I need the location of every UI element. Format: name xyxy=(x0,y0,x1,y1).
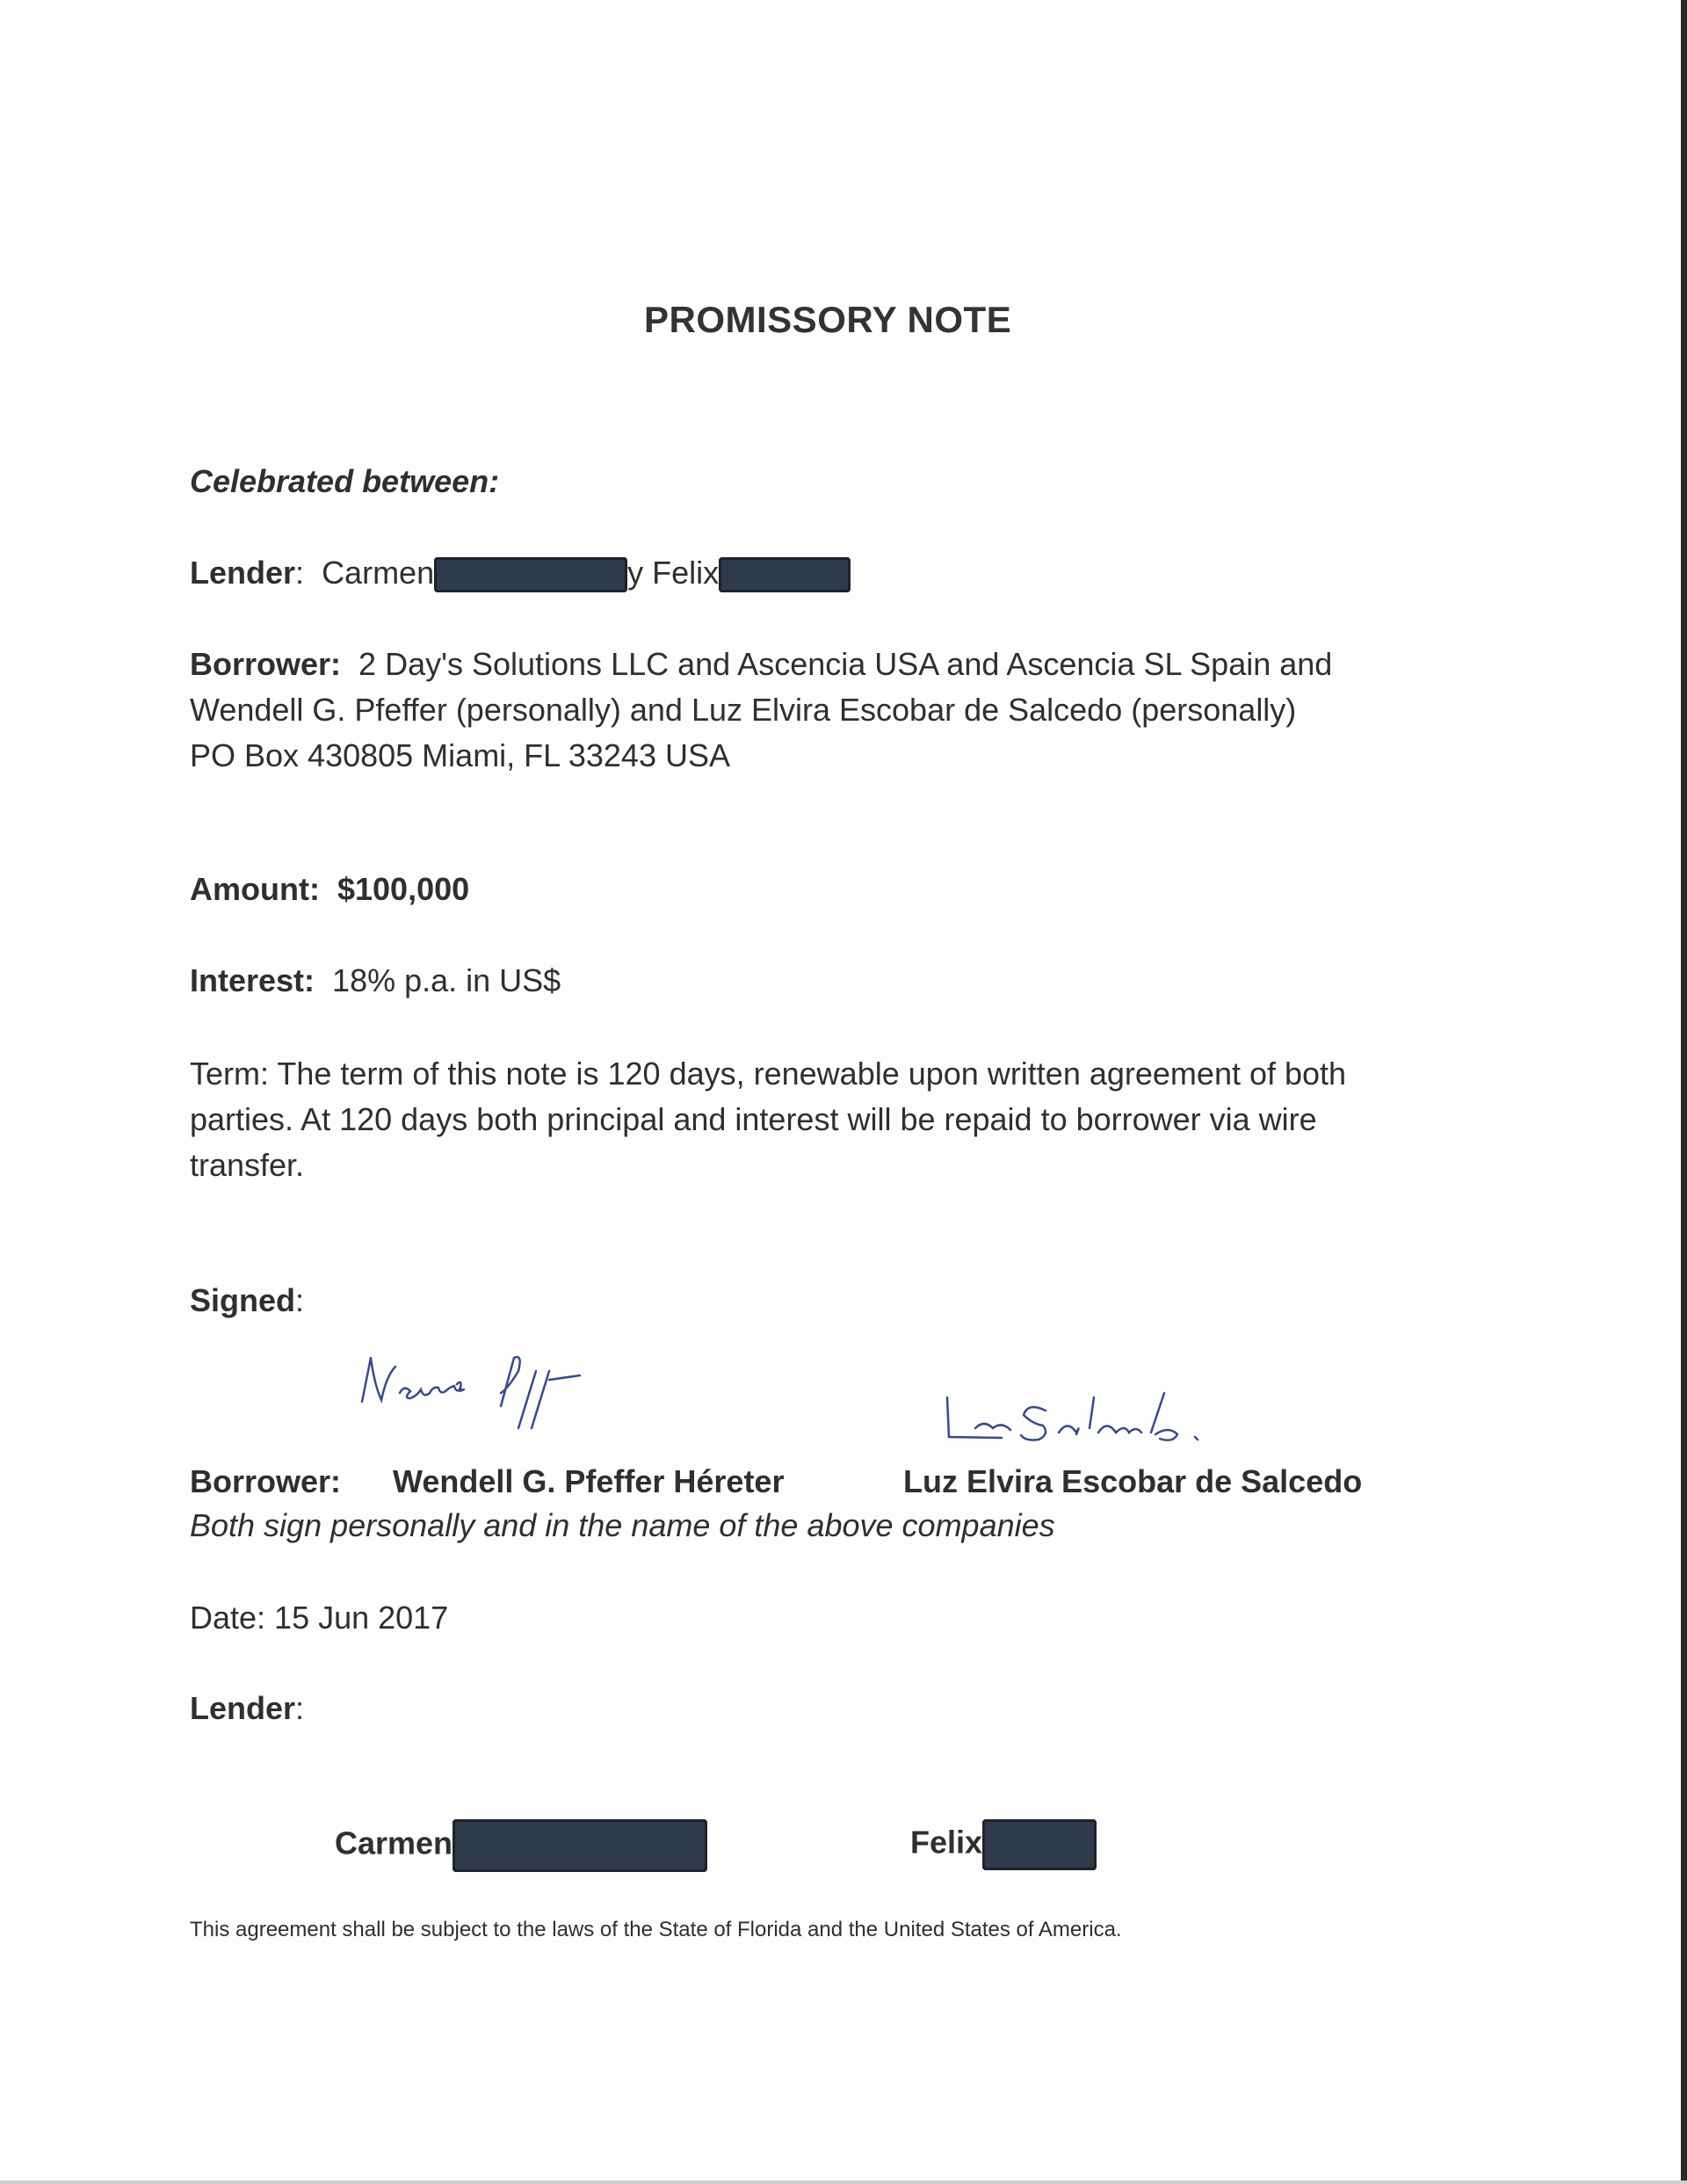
lender-name-2 xyxy=(910,1819,1097,1870)
lender-name-1-text: Carmen xyxy=(335,1825,453,1861)
amount-line xyxy=(190,867,469,912)
borrower-label: Borrower: xyxy=(190,646,342,682)
term-line-1: Term: The term of this note is 120 days, renewable upon written agreement of both xyxy=(190,1056,1347,1092)
borrower-line-1: 2 Day's Solutions LLC and Ascencia USA and Ascencia SL Spain and xyxy=(358,646,1333,682)
lender-line xyxy=(190,550,851,596)
amount-label: Amount: xyxy=(190,871,320,907)
borrower-address: PO Box 430805 Miami, FL 33243 USA xyxy=(190,737,730,773)
redaction-mark xyxy=(434,557,627,592)
lender-sign-heading xyxy=(190,1686,304,1731)
signed-label: Signed xyxy=(190,1282,296,1318)
interest-value: 18% p.a. in US$ xyxy=(332,962,561,998)
lender-name-1 xyxy=(335,1819,707,1872)
borrower-block xyxy=(190,642,1332,779)
scan-edge-bottom xyxy=(0,2180,1687,2184)
lender-first-name: Carmen xyxy=(322,555,435,591)
signed-colon: : xyxy=(295,1282,305,1318)
signature-luz-salcedo xyxy=(940,1389,1309,1450)
borrower-line-2: Wendell G. Pfeffer (personally) and Luz Elvira Escobar de Salcedo (personally) xyxy=(190,692,1297,728)
signature-note: Both sign personally and in the name of the above companies xyxy=(190,1507,1055,1543)
signer-1-name: Wendell G. Pfeffer Héreter xyxy=(393,1463,785,1499)
borrower-signers-line xyxy=(190,1459,341,1505)
redaction-mark xyxy=(719,557,851,592)
amount-value: $100,000 xyxy=(337,871,470,907)
borrower-sign-label: Borrower: xyxy=(190,1463,342,1499)
signature-wendell-pfeffer xyxy=(351,1340,703,1437)
interest-label: Interest: xyxy=(190,962,315,998)
lender-sign-colon: : xyxy=(295,1690,305,1726)
lender-colon: : xyxy=(295,555,305,591)
term-line-2: parties. At 120 days both principal and interest will be repaid to borrower via wire xyxy=(190,1101,1317,1137)
document-title: PROMISSORY NOTE xyxy=(644,299,1012,340)
interest-line xyxy=(190,958,561,1004)
redaction-mark xyxy=(453,1819,707,1872)
celebrated-between-heading: Celebrated between: xyxy=(190,463,500,499)
date-line: Date: 15 Jun 2017 xyxy=(190,1600,449,1636)
term-block xyxy=(190,1051,1346,1188)
scan-edge-right xyxy=(1681,0,1687,2184)
lender-name-2-text: Felix xyxy=(910,1824,983,1861)
signed-heading xyxy=(190,1278,304,1324)
redaction-mark xyxy=(982,1819,1097,1870)
signer-2-name: Luz Elvira Escobar de Salcedo xyxy=(903,1463,1363,1499)
lender-connector: y Felix xyxy=(627,555,720,591)
governing-law-footer: This agreement shall be subject to the laws of the State of Florida and the United States of America. xyxy=(190,1918,1122,1941)
term-line-3: transfer. xyxy=(190,1147,305,1183)
lender-label: Lender xyxy=(190,555,296,591)
lender-sign-label: Lender xyxy=(190,1690,296,1726)
